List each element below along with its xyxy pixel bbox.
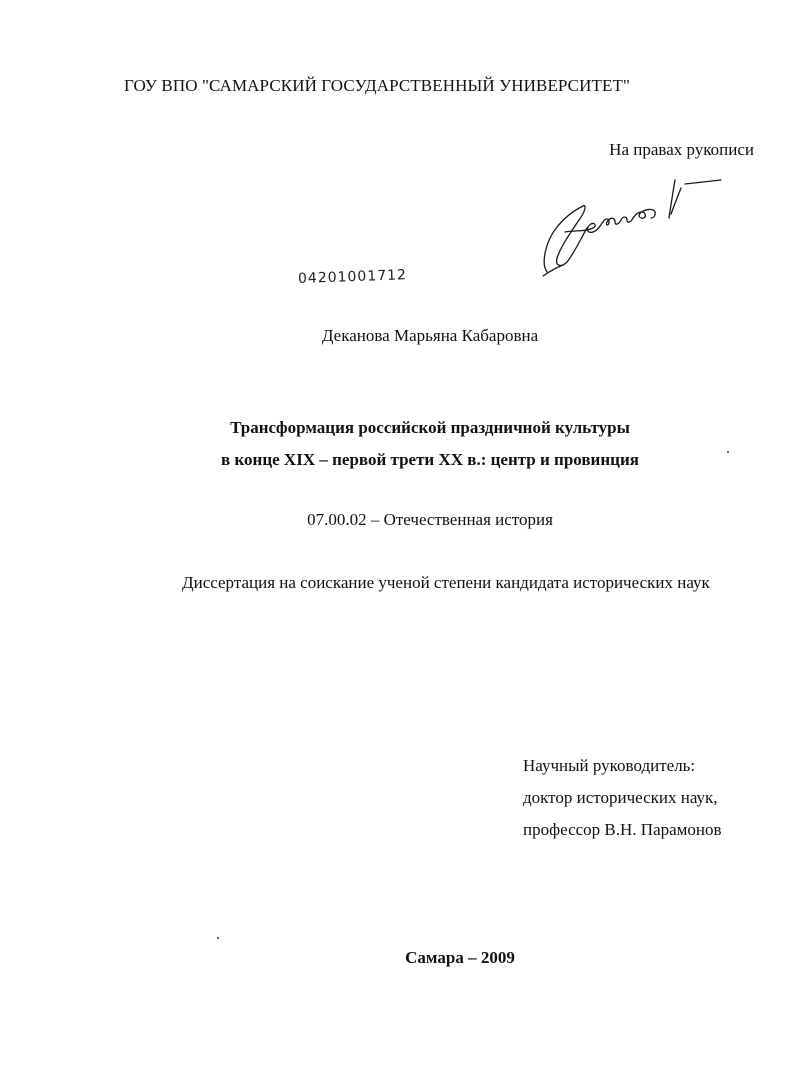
degree-statement: Диссертация на соискание ученой степени кандидата исторических наук: [182, 573, 710, 592]
specialty-code: 07.00.02 – Отечественная история: [307, 510, 553, 529]
signature-stroke: [565, 222, 603, 232]
city-year: Самара – 2009: [405, 948, 515, 967]
supervisor-degree: доктор исторических наук,: [523, 788, 718, 807]
scan-speck: [727, 451, 729, 453]
supervisor-name: профессор В.Н. Парамонов: [523, 820, 722, 839]
author-signature: [535, 172, 725, 282]
signature-stroke: [633, 209, 655, 218]
scan-speck: [217, 937, 219, 939]
supervisor-role: Научный руководитель:: [523, 756, 696, 775]
author-name: Деканова Марьяна Кабаровна: [321, 326, 539, 345]
institution-name: ГОУ ВПО "САМАРСКИЙ ГОСУДАРСТВЕННЫЙ УНИВЕРСИТЕТ": [124, 76, 630, 95]
signature-stroke: [685, 180, 721, 184]
signature-stroke: [544, 206, 587, 272]
signature-stroke: [603, 217, 633, 225]
manuscript-note: На правах рукописи: [609, 140, 754, 159]
dissertation-title-line-1: Трансформация российской праздничной культуры: [230, 418, 630, 437]
dissertation-title-line-2: в конце XIX – первой трети XX в.: центр и провинция: [221, 450, 639, 469]
archive-number: 04201001712: [297, 267, 408, 287]
